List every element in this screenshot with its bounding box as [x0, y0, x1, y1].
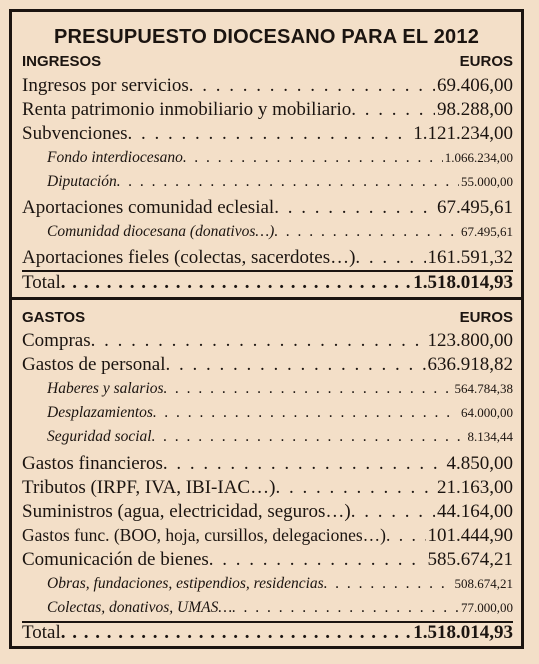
- row-value: 55.000,00: [461, 174, 513, 189]
- row-value: 585.674,21: [427, 549, 513, 570]
- gastos-row: [22, 549, 513, 573]
- gastos-row: [22, 354, 513, 378]
- row-value: 98.288,00: [437, 99, 513, 120]
- row-value: 161.591,32: [427, 247, 513, 268]
- ingresos-subrow: [47, 223, 513, 247]
- row-label: Fondo interdiocesano: [47, 149, 183, 166]
- gastos-currency: EUROS: [459, 309, 513, 326]
- ingresos-row: [22, 123, 513, 147]
- gastos-subrow: [47, 599, 513, 623]
- ingresos-title: INGRESOS: [22, 53, 102, 70]
- row-value: 44.164,00: [437, 501, 513, 522]
- row-label: Aportaciones fieles (colectas, sacerdotes…): [22, 247, 356, 268]
- gastos-row: [22, 330, 513, 354]
- row-label: Subvenciones: [22, 123, 128, 144]
- ingresos-total-row: [22, 272, 513, 296]
- row-value: 21.163,00: [437, 477, 513, 498]
- gastos-subrow: [47, 380, 513, 404]
- row-label: Tributos (IRPF, IVA, IBI-IAC…): [22, 477, 276, 498]
- gastos-row: [22, 477, 513, 501]
- ingresos-header: [22, 53, 513, 73]
- row-value: 101.444,90: [427, 525, 513, 546]
- gastos-row: [22, 501, 513, 525]
- row-label: Gastos func. (BOO, hoja, cursillos, delegaciones…): [22, 525, 387, 545]
- row-label: Diputación: [47, 173, 117, 190]
- row-label: Seguridad social: [47, 428, 152, 445]
- dot-leader: [153, 404, 459, 422]
- row-value: 67.495,61: [461, 224, 513, 239]
- dot-leader: [61, 622, 411, 644]
- ingresos-row: [22, 99, 513, 123]
- gastos-total-row: [22, 622, 513, 646]
- ingresos-row: [22, 197, 513, 221]
- row-value: 508.674,21: [454, 576, 513, 591]
- dot-leader: [351, 99, 435, 121]
- dot-leader: [164, 380, 453, 398]
- row-value: 1.066.234,00: [444, 150, 513, 165]
- row-label: Renta patrimonio inmobiliario y mobiliario: [22, 99, 352, 120]
- row-label: Suministros (agua, electricidad, seguros…): [22, 501, 351, 522]
- dot-leader: [91, 330, 426, 352]
- row-value: 636.918,82: [427, 354, 513, 375]
- row-value: 1.518.014,93: [413, 272, 513, 293]
- dot-leader: [117, 173, 459, 191]
- ingresos-row: [22, 247, 513, 271]
- row-label: Aportaciones comunidad eclesial: [22, 197, 275, 218]
- row-value: 64.000,00: [461, 405, 513, 420]
- gastos-subrow: [47, 575, 513, 599]
- row-value: 1.518.014,93: [413, 622, 513, 643]
- row-label: Comunicación de bienes: [22, 549, 209, 570]
- gastos-row: [22, 525, 513, 549]
- row-value: 69.406,00: [437, 75, 513, 96]
- gastos-row: [22, 453, 513, 477]
- row-value: 123.800,00: [427, 330, 513, 351]
- dot-leader: [232, 599, 459, 617]
- ingresos-subrow: [47, 173, 513, 197]
- dot-leader: [166, 354, 426, 376]
- gastos-title: GASTOS: [22, 309, 86, 326]
- row-label: Comunidad diocesana (donativos…): [47, 223, 275, 240]
- row-label: Gastos de personal: [22, 354, 166, 375]
- dot-leader: [163, 453, 445, 475]
- row-value: 4.850,00: [446, 453, 513, 474]
- dot-leader: [61, 272, 411, 294]
- page-title: PRESUPUESTO DIOCESANO PARA EL 2012: [53, 26, 480, 48]
- row-label: Total: [22, 622, 61, 643]
- row-label: Ingresos por servicios: [22, 75, 189, 96]
- dot-leader: [189, 75, 435, 97]
- dot-leader: [386, 525, 425, 546]
- dot-leader: [275, 477, 435, 499]
- row-label: Haberes y salarios: [47, 380, 164, 397]
- row-value: 77.000,00: [461, 600, 513, 615]
- row-label: Compras: [22, 330, 91, 351]
- budget-frame: [9, 9, 524, 649]
- ingresos-subrow: [47, 149, 513, 173]
- dot-leader: [152, 428, 466, 446]
- row-label: Obras, fundaciones, estipendios, residencias: [47, 575, 324, 592]
- dot-leader: [183, 149, 443, 167]
- section-divider: [12, 297, 521, 300]
- gastos-subrow: [47, 404, 513, 428]
- dot-leader: [274, 223, 459, 241]
- dot-leader: [355, 247, 425, 269]
- row-value: 564.784,38: [454, 381, 513, 396]
- gastos-header: [22, 309, 513, 329]
- ingresos-row: [22, 75, 513, 99]
- dot-leader: [128, 123, 412, 145]
- dot-leader: [274, 197, 435, 219]
- row-label: Total: [22, 272, 61, 293]
- ingresos-currency: EUROS: [459, 53, 513, 70]
- row-value: 1.121.234,00: [413, 123, 513, 144]
- dot-leader: [351, 501, 435, 523]
- row-value: 8.134,44: [467, 429, 513, 444]
- dot-leader: [324, 575, 453, 593]
- dot-leader: [209, 549, 426, 571]
- row-label: Desplazamientos: [47, 404, 153, 421]
- gastos-subrow: [47, 428, 513, 452]
- row-label: Gastos financieros: [22, 453, 163, 474]
- row-label: Colectas, donativos, UMAS…: [47, 599, 233, 616]
- row-value: 67.495,61: [437, 197, 513, 218]
